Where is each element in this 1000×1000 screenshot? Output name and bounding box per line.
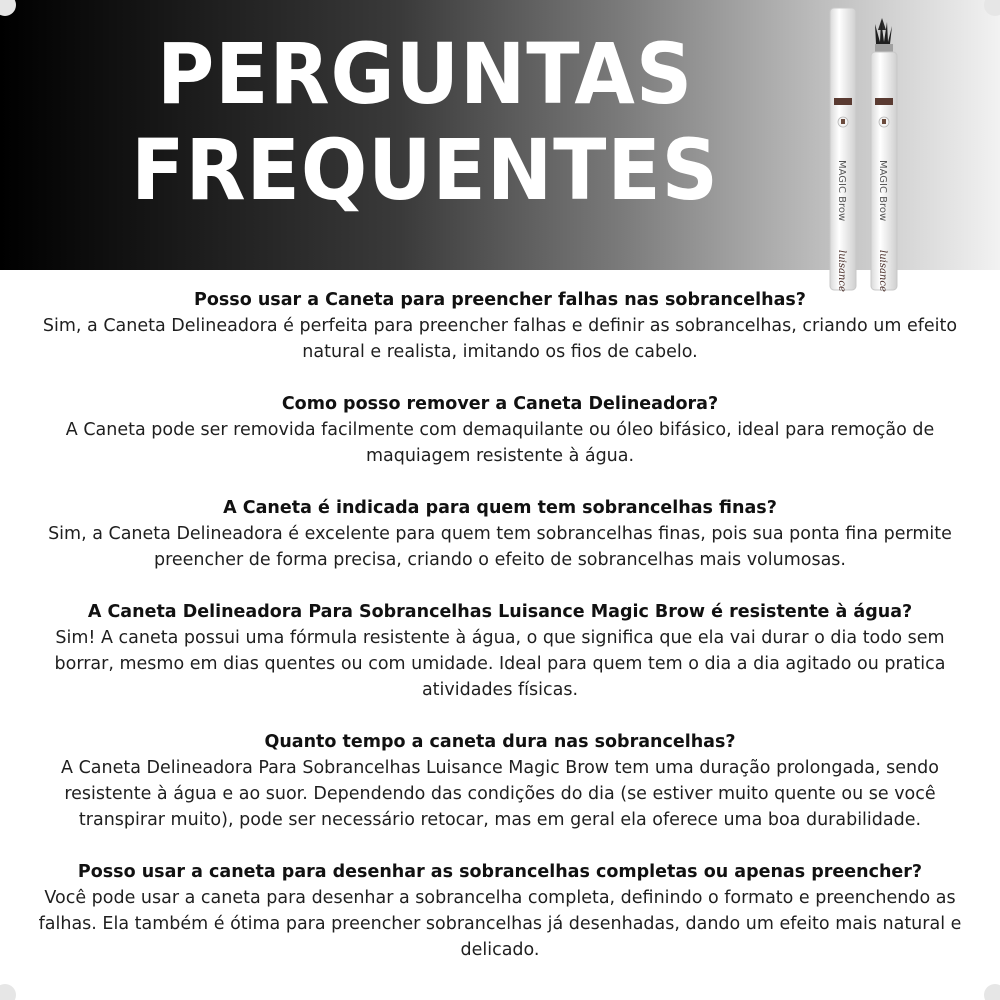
faq-item bbox=[30, 599, 970, 703]
faq-list bbox=[30, 287, 970, 963]
faq-answer: Sim! A caneta possui uma fórmula resistente à água, o que significa que ela vai durar o dia todo sem borrar, mesmo em dias quentes ou com umidade. Ideal para quem tem o dia a dia agitado ou pratica atividades físicas. bbox=[54, 628, 946, 700]
faq-item bbox=[30, 287, 970, 365]
faq-answer: Sim, a Caneta Delineadora é excelente para quem tem sobrancelhas finas, pois sua ponta fina permite preencher de forma precisa, criando o efeito de sobrancelhas mais volumosas. bbox=[48, 524, 952, 570]
faq-answer: Você pode usar a caneta para desenhar a sobrancelha completa, definindo o formato e preenchendo as falhas. Ela também é ótima para preencher sobrancelhas já desenhadas, dando um efeito mais natural e delicado. bbox=[38, 888, 962, 960]
faq-question: Posso usar a caneta para desenhar as sobrancelhas completas ou apenas preencher? bbox=[77, 862, 923, 882]
page-title-line2: FREQUENTES bbox=[131, 121, 719, 219]
faq-item bbox=[30, 859, 970, 963]
pen-logo-text-left: luisance bbox=[836, 250, 847, 292]
pen-logo-text-right: luisance bbox=[877, 250, 888, 292]
faq-question: A Caneta é indicada para quem tem sobrancelhas finas? bbox=[223, 498, 777, 518]
pen-cap-shape bbox=[830, 8, 856, 292]
page-title-line1: PERGUNTAS bbox=[156, 25, 694, 123]
faq-question: A Caneta Delineadora Para Sobrancelhas Luisance Magic Brow é resistente à água? bbox=[87, 602, 913, 622]
corner-dot bbox=[0, 984, 16, 1000]
faq-answer: A Caneta pode ser removida facilmente com demaquilante ou óleo bifásico, ideal para remoção de maquiagem resistente à água. bbox=[65, 420, 935, 466]
faq-answer: A Caneta Delineadora Para Sobrancelhas Luisance Magic Brow tem uma duração prolongada, sendo resistente à água e ao suor. Dependendo das condições do dia (se estiver muito quente ou se você transpirar muito), pode ser necessário retocar, mas em geral ela oferece uma boa durabilidade. bbox=[61, 758, 939, 830]
faq-question: Quanto tempo a caneta dura nas sobrancelhas? bbox=[264, 732, 736, 752]
product-pens-image bbox=[818, 0, 908, 300]
pen-open-shape bbox=[871, 18, 897, 292]
pen-brand-text-left: MAGIC Brow bbox=[836, 160, 847, 222]
faq-item bbox=[30, 495, 970, 573]
pen-brand-text-right: MAGIC Brow bbox=[877, 160, 888, 222]
faq-question: Como posso remover a Caneta Delineadora? bbox=[281, 394, 719, 414]
corner-dot bbox=[984, 984, 1000, 1000]
faq-question: Posso usar a Caneta para preencher falhas nas sobrancelhas? bbox=[194, 290, 806, 310]
faq-answer: Sim, a Caneta Delineadora é perfeita para preencher falhas e definir as sobrancelhas, criando um efeito natural e realista, imitando os fios de cabelo. bbox=[42, 316, 958, 362]
faq-item bbox=[30, 729, 970, 833]
faq-item bbox=[30, 391, 970, 469]
